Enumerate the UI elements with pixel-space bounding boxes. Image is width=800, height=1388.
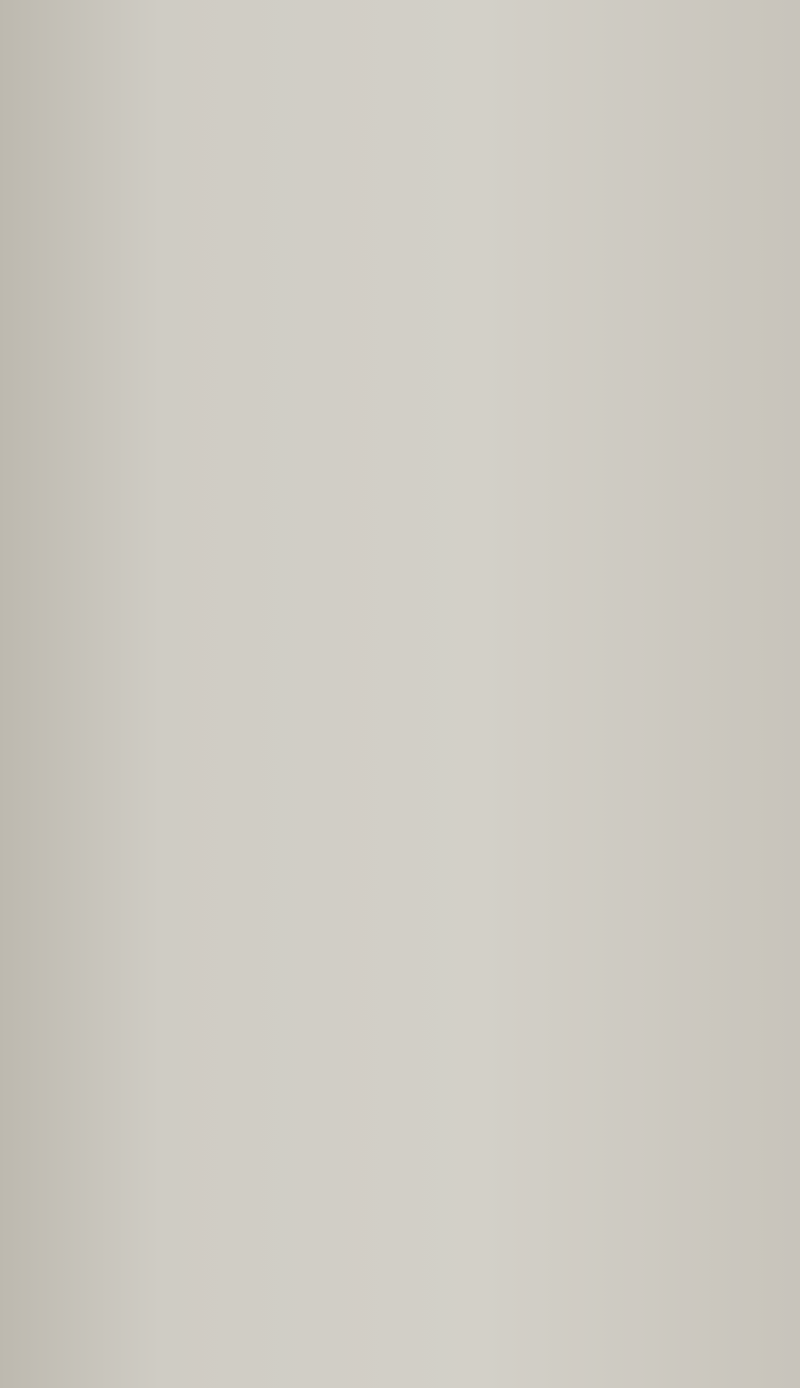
- section-body-1: [20, 120, 640, 740]
- section-body-2: [20, 760, 690, 1360]
